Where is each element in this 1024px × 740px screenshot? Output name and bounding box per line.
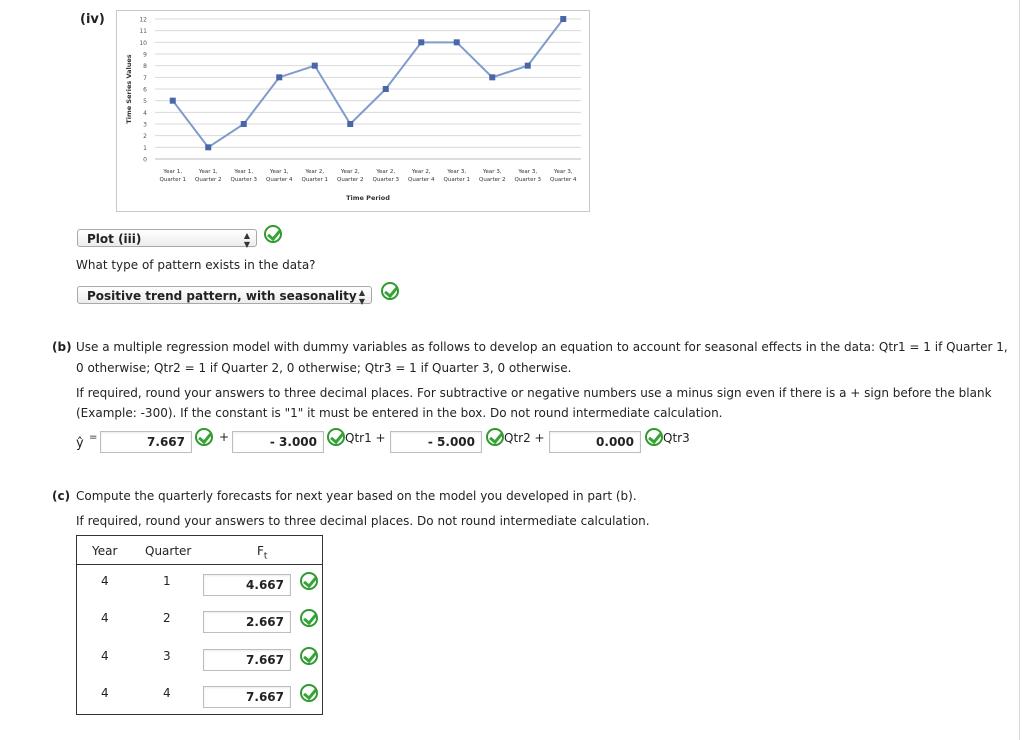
part-b-label: (b) <box>52 340 72 354</box>
forecast-input[interactable]: 2.667 <box>203 611 291 633</box>
data-point <box>241 121 247 127</box>
select-arrows-icon: ▲ ▼ <box>243 231 250 249</box>
forecast-check-icon <box>300 609 318 627</box>
equals-sign: = <box>89 432 98 443</box>
plus-sign: + <box>219 430 230 444</box>
constant-check-icon <box>195 428 213 446</box>
part-c-line2: If required, round your answers to three decimal places. Do not round intermediate calculation. <box>76 514 650 528</box>
part-b-line2: 0 otherwise; Qtr2 = 1 if Quarter 2, 0 otherwise; Qtr3 = 1 if Quarter 3, 0 otherwise. <box>76 361 572 375</box>
y-tick-label: 10 <box>139 39 147 47</box>
pattern-check-icon <box>381 282 399 300</box>
y-tick-label: 9 <box>143 51 147 59</box>
x-tick-label: Year 2, <box>376 169 396 175</box>
y-tick-label: 5 <box>143 98 147 106</box>
x-tick-label: Quarter 4 <box>266 177 293 183</box>
x-tick-label: Quarter 2 <box>195 177 222 183</box>
part-c-line1: Compute the quarterly forecasts for next year based on the model you developed in part (b). <box>76 489 637 503</box>
header-year: Year <box>92 544 118 558</box>
data-point <box>276 74 282 80</box>
x-tick-label: Quarter 1 <box>301 177 328 183</box>
row-quarter: 2 <box>163 611 171 625</box>
qtr1-check-icon <box>327 428 345 446</box>
select-arrows-icon: ▲ ▼ <box>358 288 365 306</box>
row-year: 4 <box>101 686 109 700</box>
forecast-table <box>76 535 323 715</box>
qtr2-check-icon <box>486 428 504 446</box>
x-tick-label: Quarter 3 <box>514 177 541 183</box>
x-tick-label: Year 1, <box>234 169 254 175</box>
row-quarter: 4 <box>163 686 171 700</box>
row-quarter: 1 <box>163 574 171 588</box>
y-axis-label: Time Series Values <box>125 54 133 124</box>
x-axis-label: Time Period <box>346 194 390 202</box>
y-tick-label: 4 <box>143 109 147 117</box>
qtr1-coef-input[interactable]: - 3.000 <box>232 431 324 453</box>
forecast-check-icon <box>300 647 318 665</box>
plot-select-value: Plot (iii) <box>87 232 142 246</box>
page-right-rule <box>1019 0 1020 740</box>
data-point <box>347 121 353 127</box>
row-quarter: 3 <box>163 649 171 663</box>
x-tick-label: Year 1, <box>269 169 289 175</box>
header-ft-main: F <box>257 544 264 558</box>
y-tick-label: 7 <box>143 74 147 82</box>
x-tick-label: Quarter 4 <box>408 177 435 183</box>
data-point <box>418 39 424 45</box>
data-point <box>560 16 566 22</box>
x-tick-label: Year 3, <box>482 169 502 175</box>
constant-input[interactable]: 7.667 <box>100 431 192 453</box>
pattern-question: What type of pattern exists in the data? <box>76 258 316 272</box>
x-tick-label: Year 1, <box>198 169 218 175</box>
pattern-select[interactable] <box>77 286 372 304</box>
x-tick-label: Quarter 3 <box>230 177 257 183</box>
qtr2-coef-input[interactable]: - 5.000 <box>390 431 482 453</box>
y-tick-label: 6 <box>143 86 147 94</box>
part-b-line1: Use a multiple regression model with dummy variables as follows to develop an equation to account for seasonal effects in the data: Qtr1 = 1 if Quarter 1, <box>76 340 1008 354</box>
y-tick-label: 11 <box>139 28 147 36</box>
data-point <box>170 98 176 104</box>
forecast-check-icon <box>300 684 318 702</box>
y-tick-label: 8 <box>143 63 147 71</box>
forecast-input[interactable]: 7.667 <box>203 649 291 671</box>
forecast-input[interactable]: 4.667 <box>203 574 291 596</box>
x-tick-label: Quarter 2 <box>337 177 364 183</box>
chart-svg <box>117 11 589 211</box>
part-c-label: (c) <box>52 489 71 503</box>
pattern-select-value: Positive trend pattern, with seasonality <box>87 289 357 303</box>
part-b-line4: (Example: -300). If the constant is "1" it must be entered in the box. Do not round intermediate calculation. <box>76 406 723 420</box>
row-year: 4 <box>101 649 109 663</box>
part-b-line3: If required, round your answers to three decimal places. For subtractive or negative numbers use a minus sign even if there is a + sign before the blank <box>76 386 992 400</box>
data-point <box>525 63 531 69</box>
data-point <box>454 39 460 45</box>
qtr3-check-icon <box>645 428 663 446</box>
data-point <box>489 74 495 80</box>
x-tick-label: Quarter 1 <box>159 177 186 183</box>
y-tick-label: 3 <box>143 121 147 129</box>
qtr1-label: Qtr1 + <box>345 431 386 445</box>
x-tick-label: Year 3, <box>447 169 467 175</box>
y-tick-label: 1 <box>143 144 147 152</box>
plot-check-icon <box>264 225 282 243</box>
x-tick-label: Year 3, <box>518 169 538 175</box>
forecast-input[interactable]: 7.667 <box>203 686 291 708</box>
row-year: 4 <box>101 574 109 588</box>
data-point <box>312 63 318 69</box>
x-tick-label: Quarter 3 <box>372 177 399 183</box>
header-quarter: Quarter <box>145 544 192 558</box>
x-tick-label: Year 1, <box>163 169 183 175</box>
x-tick-label: Year 2, <box>305 169 325 175</box>
plot-select[interactable] <box>77 229 257 247</box>
x-tick-label: Quarter 4 <box>550 177 577 183</box>
yhat-symbol: ŷ <box>76 436 84 451</box>
header-ft <box>257 544 267 561</box>
qtr3-coef-input[interactable]: 0.000 <box>549 431 641 453</box>
forecast-check-icon <box>300 572 318 590</box>
data-point <box>383 86 389 92</box>
part-iv-label: (iv) <box>80 12 105 27</box>
x-tick-label: Quarter 2 <box>479 177 506 183</box>
x-tick-label: Year 2, <box>411 169 431 175</box>
data-point <box>205 144 211 150</box>
y-tick-label: 2 <box>143 133 147 141</box>
row-year: 4 <box>101 611 109 625</box>
x-tick-label: Quarter 1 <box>443 177 470 183</box>
qtr3-label: Qtr3 <box>663 431 690 445</box>
header-divider <box>77 564 322 565</box>
x-tick-label: Year 2, <box>340 169 360 175</box>
time-series-chart <box>116 10 590 212</box>
series-line <box>173 19 564 147</box>
y-tick-label: 0 <box>143 156 147 164</box>
x-tick-label: Year 3, <box>553 169 573 175</box>
header-ft-sub: t <box>263 551 268 562</box>
qtr2-label: Qtr2 + <box>504 431 545 445</box>
y-tick-label: 12 <box>139 16 147 24</box>
